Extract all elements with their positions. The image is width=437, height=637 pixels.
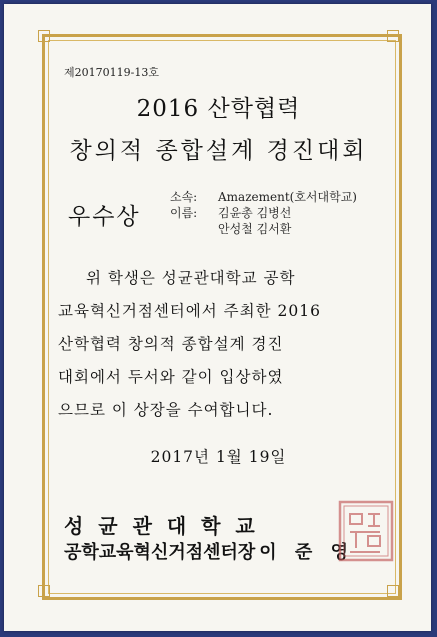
border-corner-ornament — [387, 30, 399, 42]
document-number: 제20170119-13호 — [64, 66, 159, 79]
issuer-title — [64, 538, 354, 564]
title-line-2: 창의적 종합설계 경진대회 — [69, 138, 368, 164]
border-corner-ornament — [38, 585, 50, 597]
award-name: 우수상 — [68, 204, 141, 230]
affiliation-label: 소속: — [170, 190, 198, 204]
border-corner-ornament — [387, 585, 399, 597]
body-line: 교육혁신거점센터에서 주최한 2016 — [58, 302, 321, 320]
body-line: 위 학생은 성균관대학교 공학 — [86, 269, 296, 287]
names-line-2: 안성철 김서환 — [218, 222, 292, 236]
names-row-2 — [170, 221, 357, 237]
body-line: 대회에서 두서와 같이 입상하였 — [58, 368, 284, 386]
border-corner-ornament — [38, 30, 50, 42]
award-date: 2017년 1월 19일 — [150, 448, 287, 466]
body-line: 으므로 이 상장을 수여합니다. — [58, 401, 274, 419]
affiliation-row — [170, 189, 357, 205]
title-line-1: 2016 산학협력 — [136, 96, 301, 122]
recipient-info — [170, 189, 357, 237]
issuer-name: 이 준 영 — [259, 542, 354, 563]
issuer-center-title: 공학교육혁신거점센터장 — [64, 542, 256, 563]
names-line-1: 김윤총 김병선 — [218, 206, 292, 220]
certificate-body — [58, 262, 388, 427]
issuer-university: 성 균 관 대 학 교 — [64, 514, 259, 538]
names-row — [170, 205, 357, 221]
affiliation-value: Amazement(호서대학교) — [218, 190, 357, 204]
body-line: 산학협력 창의적 종합설계 경진 — [58, 335, 284, 353]
official-seal-icon — [338, 500, 394, 562]
name-label: 이름: — [170, 206, 198, 220]
